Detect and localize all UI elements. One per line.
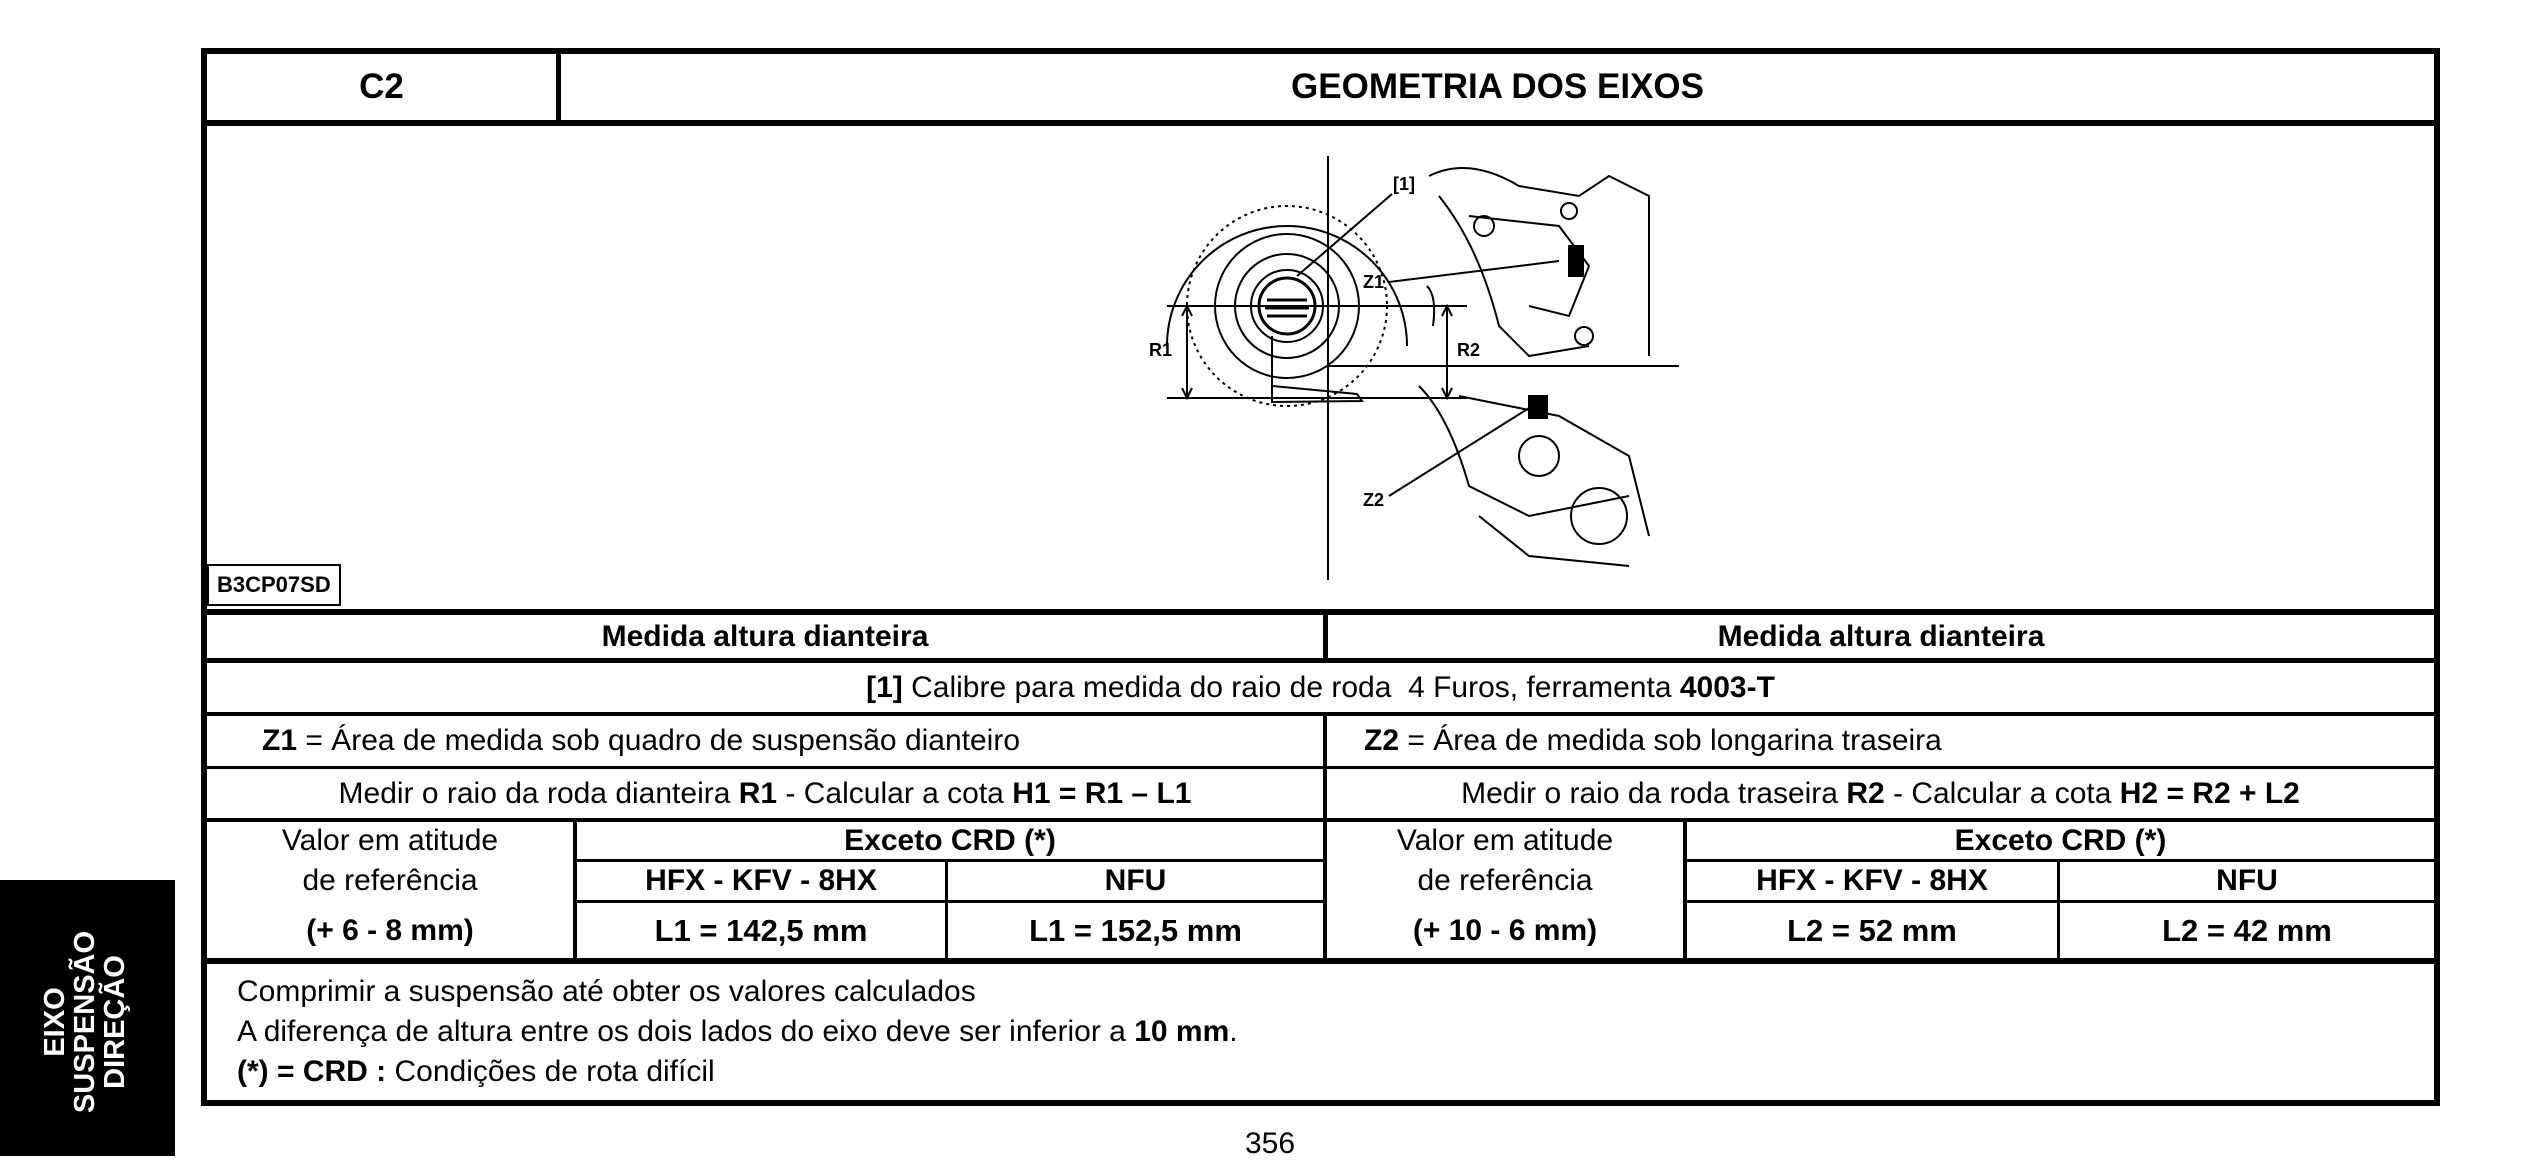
formula-rear-text: Medir o raio da roda traseira [1461, 776, 1847, 810]
note-line2-text: A diferença de altura entre os dois lados do eixo deve ser inferior a [237, 1015, 1135, 1048]
rear-val2: L2 = 42 mm [2162, 912, 2332, 948]
formula-front [207, 769, 1323, 818]
figure-area [207, 126, 2434, 609]
note-line2 [237, 1012, 1238, 1052]
section-side-tab [0, 880, 175, 1156]
rear-ref-line2: de referência [1417, 864, 1593, 897]
rear-col2-header: NFU [2216, 864, 2278, 897]
zone-z2-text: = Área de medida sob longarina traseira [1399, 724, 1942, 757]
note-line2-value: 10 mm [1134, 1015, 1230, 1048]
formula-front-formula: H1 = R1 – L1 [1012, 776, 1192, 810]
front-val2: L1 = 152,5 mm [1029, 912, 1242, 948]
formula-rear-mid: - Calcular a cota [1884, 776, 2120, 810]
front-group-header: Exceto CRD (*) [844, 823, 1056, 857]
note-line3-text: Condições de rota difícil [386, 1055, 715, 1088]
zone-front [207, 716, 1323, 766]
note-line3-key: (*) = CRD : [237, 1055, 387, 1088]
tool-note-text: Calibre para medida do raio de roda 4 Furos, ferramenta [902, 670, 1680, 704]
side-tab-line1: EIXO [39, 987, 71, 1057]
label-r2: R2 [1457, 340, 1481, 360]
note-line1: Comprimir a suspensão até obter os valores calculados [237, 975, 976, 1008]
caption-left: Medida altura dianteira [601, 619, 929, 653]
caption-right: Medida altura dianteira [1717, 619, 2045, 653]
rear-ref-line1: Valor em atitude [1396, 823, 1614, 857]
header-title: GEOMETRIA DOS EIXOS [1291, 67, 1704, 106]
figure-ref-code: B3CP07SD [207, 564, 341, 606]
side-tab-line3: DIREÇÃO [99, 955, 131, 1089]
front-ref-line1: Valor em atitude [281, 823, 499, 857]
side-tab-text [40, 912, 130, 1132]
formula-front-text: Medir o raio da roda dianteira [338, 776, 739, 810]
front-col1-header: HFX - KFV - 8HX [645, 864, 877, 897]
front-val1: L1 = 142,5 mm [654, 912, 868, 948]
header-code: C2 [359, 67, 404, 106]
suspension-zones-diagram [1329, 156, 1689, 580]
page-number: 356 [1244, 1127, 1296, 1160]
formula-front-r: R1 [738, 776, 778, 810]
side-tab-line2: SUSPENSÃO [69, 930, 101, 1114]
label-tool: [1] [1393, 174, 1415, 194]
label-z1: Z1 [1363, 272, 1385, 292]
tool-note-ref: [1] [866, 670, 903, 704]
tool-note [207, 663, 2434, 712]
rear-val1: L2 = 52 mm [1787, 912, 1957, 948]
formula-front-mid: - Calcular a cota [777, 776, 1013, 810]
zone-z1-key: Z1 [262, 724, 298, 757]
zone-z2-key: Z2 [1364, 724, 1400, 757]
label-r1: R1 [1149, 340, 1173, 360]
note-line3 [237, 1052, 1238, 1092]
zone-rear [1327, 716, 2434, 766]
zone-z1-text: = Área de medida sob quadro de suspensão dianteiro [297, 724, 1021, 757]
rear-group-header: Exceto CRD (*) [1954, 823, 2167, 857]
rear-ref-range: (+ 10 - 6 mm) [1412, 913, 1598, 947]
formula-rear [1327, 769, 2434, 818]
front-ref-line2: de referência [302, 864, 478, 897]
label-z2: Z2 [1363, 490, 1385, 510]
spec-sheet [201, 48, 2440, 1106]
notes-block [237, 972, 1238, 1092]
tables-rule [207, 958, 2434, 964]
tool-note-tool: 4003-T [1679, 670, 1775, 704]
note-line2-end: . [1229, 1015, 1238, 1048]
rear-col1-header: HFX - KFV - 8HX [1756, 864, 1988, 897]
formula-rear-formula: H2 = R2 + L2 [2119, 776, 2300, 810]
front-ref-range: (+ 6 - 8 mm) [306, 913, 474, 947]
formula-rear-r: R2 [1846, 776, 1885, 810]
front-col2-header: NFU [1104, 864, 1167, 897]
